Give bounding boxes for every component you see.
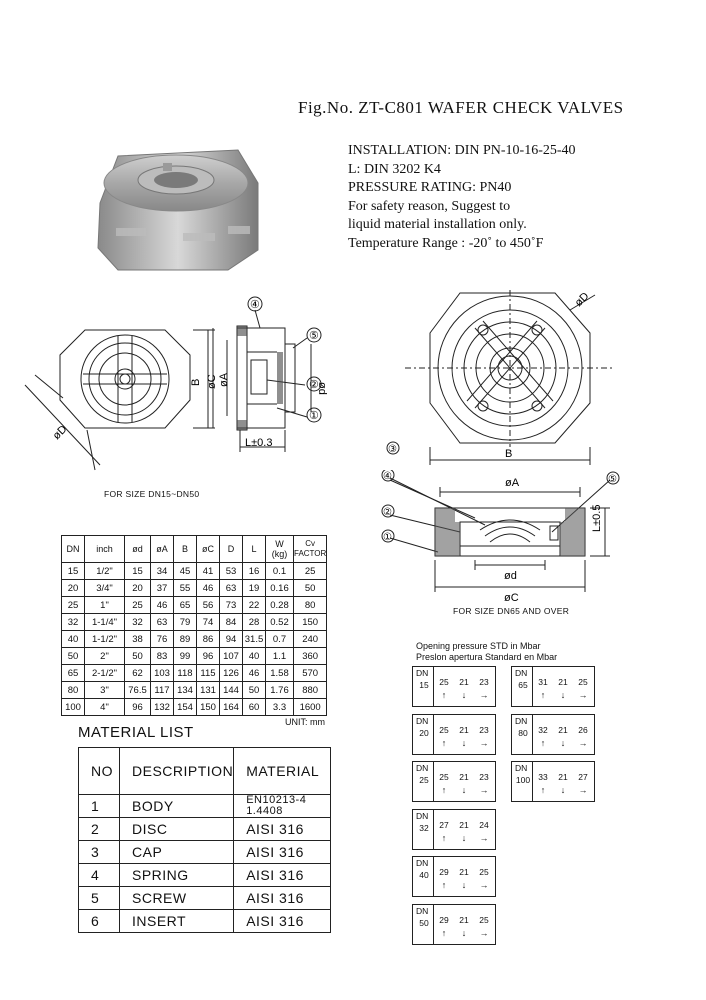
column-header: øA: [151, 536, 174, 563]
callout-number: ②: [309, 379, 319, 391]
table-cell: AISI 316: [234, 864, 331, 887]
table-cell: 3": [85, 682, 125, 699]
table-header-row: [79, 748, 331, 795]
arrow-right-icon: →: [578, 737, 588, 748]
table-cell: 4": [85, 699, 125, 716]
pressure-value: 33: [538, 772, 548, 783]
dim-label: L±0.3: [245, 437, 273, 449]
dn-value: 80: [518, 727, 528, 738]
arrow-right-icon: →: [479, 737, 489, 748]
table-row: [62, 648, 327, 665]
table-row: [62, 597, 327, 614]
table-cell: 150: [294, 614, 327, 631]
valve-photo: [88, 138, 268, 276]
table-cell: 60: [243, 699, 266, 716]
table-cell: 131: [197, 682, 220, 699]
arrow-down-icon: ↓: [560, 737, 566, 748]
dn-value: 100: [515, 775, 531, 786]
table-cell: 360: [294, 648, 327, 665]
table-cell: 117: [151, 682, 174, 699]
table-cell: 38: [125, 631, 151, 648]
table-cell: 3: [79, 841, 120, 864]
pressure-box: [412, 856, 496, 897]
dn-label: DN: [416, 763, 429, 774]
table-cell: 65: [174, 597, 197, 614]
table-cell: 1600: [294, 699, 327, 716]
pressure-value: 25: [479, 867, 489, 878]
table-cell: 41: [197, 563, 220, 580]
table-cell: 240: [294, 631, 327, 648]
callout-number: ③: [388, 444, 397, 455]
table-cell: 50: [62, 648, 85, 665]
table-cell: 5: [79, 887, 120, 910]
table-cell: AISI 316: [234, 841, 331, 864]
pressure-value: 23: [479, 677, 489, 687]
pressure-value: 32: [538, 724, 548, 735]
table-cell: 74: [197, 614, 220, 631]
dn-label: DN: [515, 668, 528, 678]
dim-label: ød: [504, 570, 517, 582]
pressure-value: 23: [479, 772, 489, 783]
arrow-down-icon: ↓: [461, 832, 467, 843]
table-cell: 65: [62, 665, 85, 682]
column-header: B: [174, 536, 197, 563]
arrow-down-icon: ↓: [461, 785, 467, 796]
pressure-value: 29: [439, 867, 449, 878]
table-cell: 1.58: [266, 665, 294, 682]
material-table: [78, 747, 331, 933]
arrow-up-icon: ↑: [540, 690, 546, 700]
spec-line: For safety reason, Suggest to: [348, 198, 511, 214]
pressure-box: [412, 809, 496, 850]
pressure-value: 24: [479, 819, 489, 830]
table-cell: 46: [197, 580, 220, 597]
caption-large-drawing: FOR SIZE DN65 AND OVER: [453, 606, 570, 616]
pressure-value: 27: [439, 819, 449, 830]
dim-label: B: [505, 448, 513, 460]
dn-value: 50: [419, 918, 429, 928]
table-row: [79, 795, 331, 818]
callout-3: [383, 438, 403, 458]
dn-value: 25: [419, 775, 429, 786]
dimension-table: [61, 535, 327, 716]
arrow-right-icon: →: [479, 880, 489, 891]
table-row: [62, 614, 327, 631]
table-row: [79, 841, 331, 864]
table-cell: 1-1/2": [85, 631, 125, 648]
callout-number: ①: [309, 410, 319, 422]
dn-label: DN: [416, 810, 429, 821]
table-cell: 880: [294, 682, 327, 699]
table-cell: 46: [243, 665, 266, 682]
callout-number: ②: [383, 507, 392, 518]
callout-number: ①: [383, 532, 392, 543]
pressure-box: [511, 666, 595, 707]
pressure-value: 21: [459, 677, 469, 687]
table-cell: 76: [151, 631, 174, 648]
arrow-up-icon: ↑: [540, 785, 546, 796]
table-cell: 16: [243, 563, 266, 580]
pressure-value: 21: [459, 867, 469, 878]
dim-label: øD: [50, 423, 70, 443]
table-cell: 53: [220, 563, 243, 580]
dim-label: øA: [218, 372, 230, 387]
table-cell: INSERT: [120, 910, 234, 933]
spec-list: [348, 142, 576, 253]
dim-label: øA: [505, 477, 520, 489]
table-cell: 22: [243, 597, 266, 614]
pressure-value: 25: [578, 677, 588, 687]
table-cell: 80: [62, 682, 85, 699]
pressure-box: [412, 904, 496, 945]
table-row: [62, 699, 327, 716]
table-cell: 144: [220, 682, 243, 699]
table-cell: 2": [85, 648, 125, 665]
pressure-value: 21: [558, 724, 568, 735]
column-header: inch: [85, 536, 125, 563]
table-cell: 1-1/4": [85, 614, 125, 631]
table-row: [62, 580, 327, 597]
drawing-dn65-section: [380, 470, 630, 605]
opening-pressure-title-es: Preslon apertura Standard en Mbar: [416, 652, 558, 662]
table-cell: SPRING: [120, 864, 234, 887]
table-cell: EN10213-4 1.4408: [234, 795, 331, 818]
table-cell: 89: [174, 631, 197, 648]
table-cell: AISI 316: [234, 910, 331, 933]
pressure-value: 23: [479, 724, 489, 735]
table-cell: 40: [243, 648, 266, 665]
dn-label: DN: [515, 715, 528, 726]
pressure-value: 29: [439, 915, 449, 925]
dim-label: øD: [572, 290, 592, 310]
table-cell: 96: [125, 699, 151, 716]
table-cell: 73: [220, 597, 243, 614]
table-cell: 28: [243, 614, 266, 631]
table-cell: 62: [125, 665, 151, 682]
table-cell: 56: [197, 597, 220, 614]
table-cell: 63: [220, 580, 243, 597]
arrow-up-icon: ↑: [441, 785, 447, 796]
pressure-value: 27: [578, 772, 588, 783]
pressure-value: 26: [578, 724, 588, 735]
spec-line: INSTALLATION: DIN PN-10-16-25-40: [348, 143, 576, 158]
table-cell: 25: [62, 597, 85, 614]
table-cell: CAP: [120, 841, 234, 864]
callout-number: ⑤: [309, 330, 319, 342]
arrow-right-icon: →: [479, 832, 489, 843]
table-cell: 86: [197, 631, 220, 648]
caption-small-drawing: FOR SIZE DN15~DN50: [104, 489, 200, 499]
table-cell: SCREW: [120, 887, 234, 910]
arrow-up-icon: ↑: [441, 737, 447, 748]
table-cell: 63: [151, 614, 174, 631]
pressure-value: 21: [459, 819, 469, 830]
dim-label: L±0.5: [591, 504, 603, 532]
opening-pressure-title: [416, 641, 557, 663]
column-header: øC: [197, 536, 220, 563]
table-cell: 32: [125, 614, 151, 631]
table-cell: AISI 316: [234, 887, 331, 910]
pressure-value: 25: [479, 915, 489, 925]
arrow-up-icon: ↑: [441, 690, 447, 700]
table-cell: 0.28: [266, 597, 294, 614]
table-cell: 164: [220, 699, 243, 716]
dn-value: 40: [419, 870, 429, 881]
column-header: Cv FACTOR: [294, 536, 327, 563]
arrow-up-icon: ↑: [441, 880, 447, 891]
table-cell: DISC: [120, 818, 234, 841]
arrow-right-icon: →: [479, 690, 489, 700]
table-cell: 4: [79, 864, 120, 887]
table-cell: 0.7: [266, 631, 294, 648]
material-table-body: [79, 748, 331, 933]
table-cell: 46: [151, 597, 174, 614]
dn-value: 15: [419, 680, 429, 690]
table-cell: 132: [151, 699, 174, 716]
column-header: MATERIAL: [234, 748, 331, 795]
column-header: W (kg): [266, 536, 294, 563]
dim-label: øC: [206, 374, 218, 389]
unit-label: UNIT: mm: [285, 717, 325, 727]
table-cell: 154: [174, 699, 197, 716]
dn-value: 65: [518, 680, 528, 690]
table-cell: 100: [62, 699, 85, 716]
pressure-value: 25: [439, 724, 449, 735]
dim-label: B: [190, 378, 202, 386]
table-cell: 76.5: [125, 682, 151, 699]
column-header: D: [220, 536, 243, 563]
table-row: [79, 910, 331, 933]
table-cell: 3/4": [85, 580, 125, 597]
dim-label: ød: [316, 382, 328, 395]
opening-pressure-title-en: Opening pressure STD in Mbar: [416, 641, 541, 651]
table-cell: 45: [174, 563, 197, 580]
table-cell: 1.76: [266, 682, 294, 699]
table-cell: 99: [174, 648, 197, 665]
table-cell: 1.1: [266, 648, 294, 665]
table-cell: 0.16: [266, 580, 294, 597]
table-cell: 118: [174, 665, 197, 682]
column-header: L: [243, 536, 266, 563]
table-cell: 1/2": [85, 563, 125, 580]
dn-label: DN: [416, 715, 429, 726]
table-header-row: [62, 536, 327, 563]
pressure-box: [511, 761, 595, 802]
column-header: DESCRIPTION: [120, 748, 234, 795]
table-cell: 150: [197, 699, 220, 716]
dn-value: 32: [419, 822, 429, 833]
arrow-right-icon: →: [578, 690, 588, 700]
pressure-box: [511, 714, 595, 755]
table-cell: 31.5: [243, 631, 266, 648]
table-cell: AISI 316: [234, 818, 331, 841]
column-header: DN: [62, 536, 85, 563]
pressure-value: 25: [439, 772, 449, 783]
callout-number: ④: [250, 299, 260, 311]
spec-line: liquid material installation only.: [348, 217, 527, 232]
table-cell: 25: [294, 563, 327, 580]
dn-label: DN: [515, 763, 528, 774]
table-cell: 94: [220, 631, 243, 648]
pressure-value: 21: [558, 772, 568, 783]
table-row: [62, 631, 327, 648]
drawing-dn65-top-view: [375, 285, 635, 470]
arrow-down-icon: ↓: [461, 880, 467, 891]
pressure-value: 21: [558, 677, 568, 687]
dn-label: DN: [416, 858, 429, 869]
table-row: [79, 864, 331, 887]
dn-label: DN: [416, 906, 429, 916]
pressure-value: 21: [459, 772, 469, 783]
table-row: [62, 563, 327, 580]
table-cell: 3.3: [266, 699, 294, 716]
table-row: [62, 682, 327, 699]
table-cell: 20: [125, 580, 151, 597]
spec-line: L: DIN 3202 K4: [348, 161, 441, 177]
table-cell: 96: [197, 648, 220, 665]
dim-label: øC: [504, 592, 519, 604]
table-cell: 34: [151, 563, 174, 580]
arrow-down-icon: ↓: [461, 690, 467, 700]
dn-label: DN: [416, 668, 429, 678]
table-cell: 37: [151, 580, 174, 597]
table-cell: 80: [294, 597, 327, 614]
table-cell: 32: [62, 614, 85, 631]
table-cell: 2: [79, 818, 120, 841]
arrow-up-icon: ↑: [441, 928, 447, 938]
table-cell: 0.52: [266, 614, 294, 631]
pressure-value: 31: [538, 677, 548, 687]
arrow-right-icon: →: [578, 785, 588, 796]
dimension-table-body: [62, 563, 327, 716]
table-cell: 20: [62, 580, 85, 597]
callout-number: ⑤: [608, 474, 617, 485]
table-cell: 50: [294, 580, 327, 597]
table-cell: 79: [174, 614, 197, 631]
table-cell: 6: [79, 910, 120, 933]
table-cell: 25: [125, 597, 151, 614]
table-cell: 2-1/2": [85, 665, 125, 682]
spec-line: Temperature Range : -20˚ to 450˚F: [348, 235, 544, 251]
pressure-value: 21: [459, 915, 469, 925]
callout-number: ④: [383, 471, 392, 482]
pressure-box: [412, 714, 496, 755]
table-cell: 115: [197, 665, 220, 682]
table-cell: 19: [243, 580, 266, 597]
table-cell: 50: [243, 682, 266, 699]
table-cell: 1: [79, 795, 120, 818]
arrow-down-icon: ↓: [461, 737, 467, 748]
table-cell: 15: [62, 563, 85, 580]
pressure-value: 21: [459, 724, 469, 735]
arrow-down-icon: ↓: [560, 690, 566, 700]
table-cell: 83: [151, 648, 174, 665]
pressure-box: [412, 666, 496, 707]
table-cell: 50: [125, 648, 151, 665]
pressure-box: [412, 761, 496, 802]
arrow-up-icon: ↑: [441, 832, 447, 843]
arrow-down-icon: ↓: [560, 785, 566, 796]
material-list-title: MATERIAL LIST: [78, 724, 194, 741]
spec-line: PRESSURE RATING: PN40: [348, 180, 512, 195]
table-cell: 134: [174, 682, 197, 699]
drawing-dn15-dn50: [15, 290, 335, 490]
table-cell: BODY: [120, 795, 234, 818]
table-cell: 0.1: [266, 563, 294, 580]
arrow-up-icon: ↑: [540, 737, 546, 748]
column-header: NO: [79, 748, 120, 795]
table-row: [79, 887, 331, 910]
table-cell: 15: [125, 563, 151, 580]
dn-value: 20: [419, 727, 429, 738]
arrow-down-icon: ↓: [461, 928, 467, 938]
table-cell: 103: [151, 665, 174, 682]
table-row: [62, 665, 327, 682]
pressure-value: 25: [439, 677, 449, 687]
arrow-right-icon: →: [479, 928, 489, 938]
table-cell: 84: [220, 614, 243, 631]
table-cell: 570: [294, 665, 327, 682]
arrow-right-icon: →: [479, 785, 489, 796]
column-header: ød: [125, 536, 151, 563]
table-cell: 55: [174, 580, 197, 597]
table-cell: 107: [220, 648, 243, 665]
table-row: [79, 818, 331, 841]
table-cell: 40: [62, 631, 85, 648]
table-cell: 1": [85, 597, 125, 614]
figure-title: Fig.No. ZT-C801 WAFER CHECK VALVES: [298, 98, 624, 117]
table-cell: 126: [220, 665, 243, 682]
